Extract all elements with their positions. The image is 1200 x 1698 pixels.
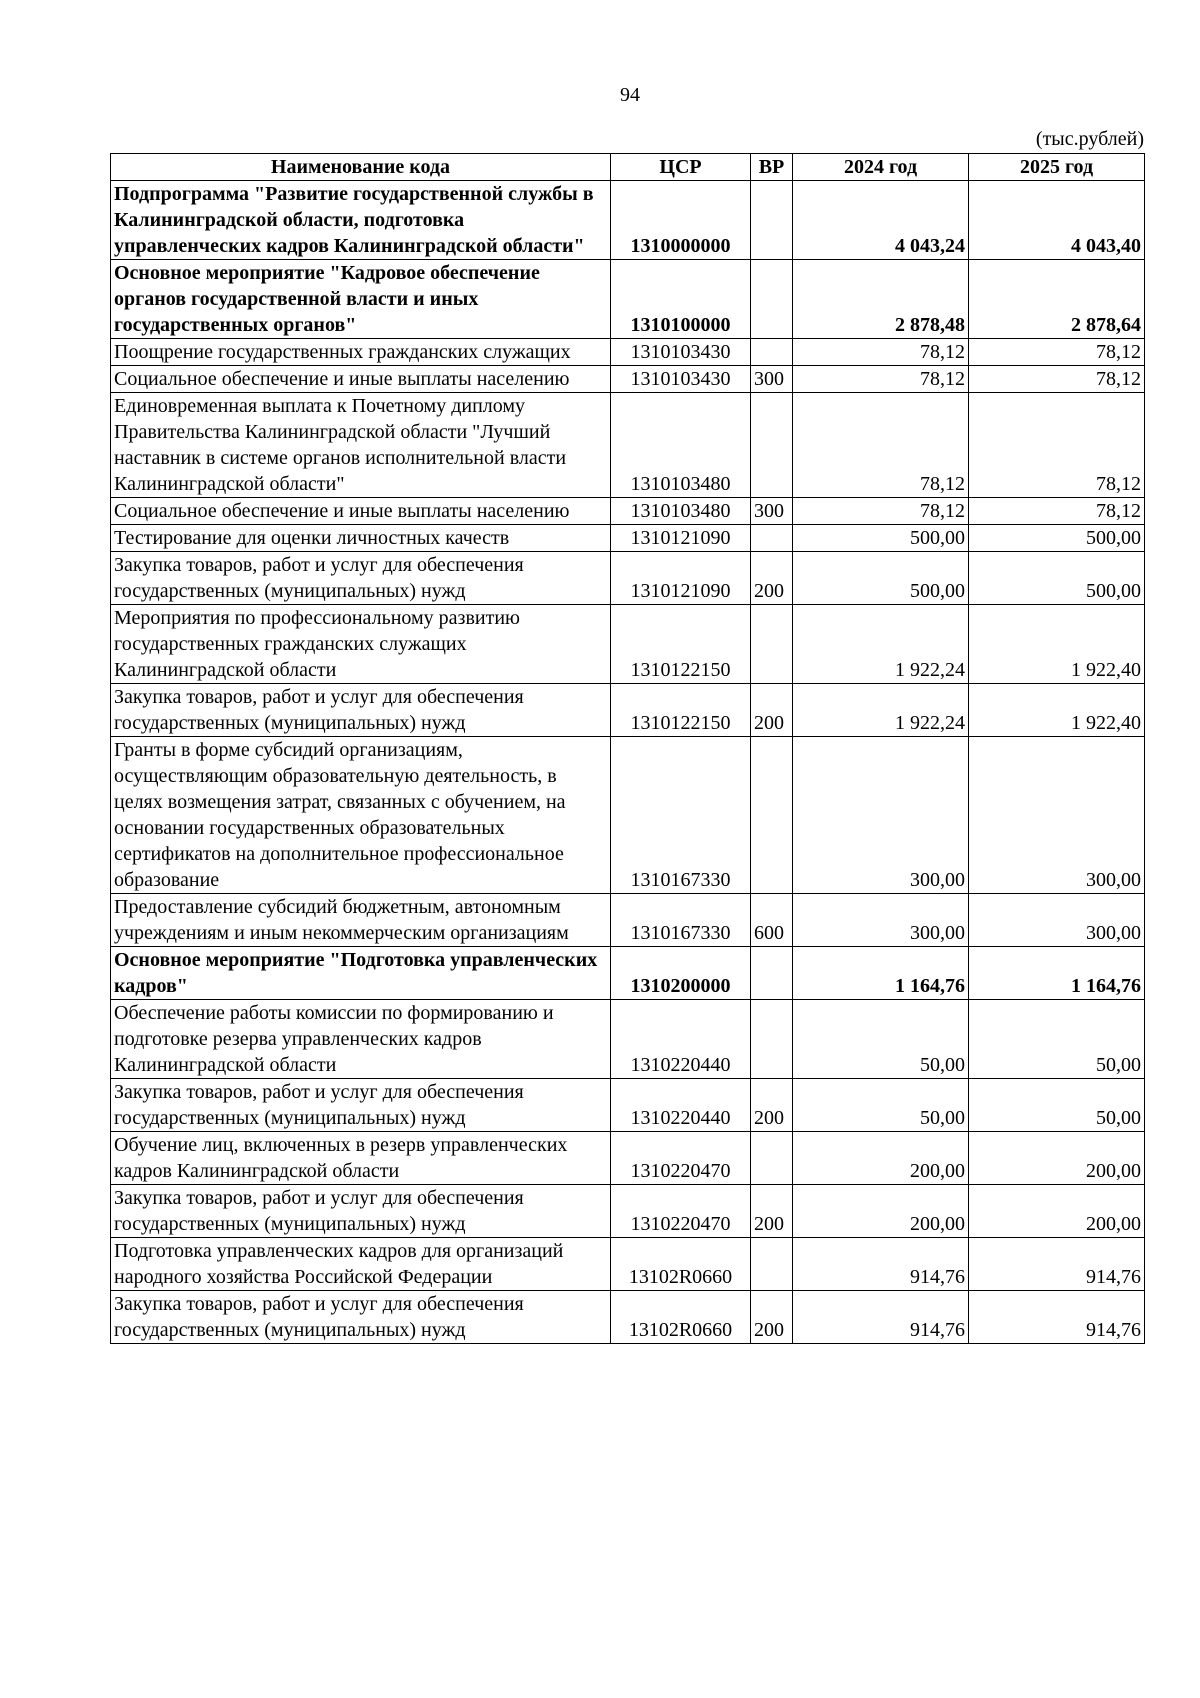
cell-2025: 200,00 xyxy=(969,1185,1145,1238)
cell-vr xyxy=(751,1238,793,1291)
budget-table xyxy=(110,153,1145,1344)
cell-csr: 1310122150 xyxy=(611,684,751,737)
cell-vr: 200 xyxy=(751,1079,793,1132)
cell-2024: 78,12 xyxy=(793,393,969,498)
cell-name: Обучение лиц, включенных в резерв управленческих кадров Калининградской области xyxy=(111,1132,611,1185)
cell-2024: 1 164,76 xyxy=(793,947,969,1000)
cell-2024: 78,12 xyxy=(793,366,969,393)
cell-name: Подпрограмма "Развитие государственной службы в Калининградской области, подготовка управленческих кадров Калининградской области" xyxy=(111,181,611,260)
table-row xyxy=(111,525,1145,552)
cell-name: Единовременная выплата к Почетному диплому Правительства Калининградской области "Лучший наставник в системе органов исполнительной власти Калининградской области" xyxy=(111,393,611,498)
cell-name: Тестирование для оценки личностных качеств xyxy=(111,525,611,552)
table-row xyxy=(111,894,1145,947)
cell-2024: 1 922,24 xyxy=(793,684,969,737)
cell-2024: 500,00 xyxy=(793,525,969,552)
cell-vr: 200 xyxy=(751,1291,793,1344)
cell-name: Социальное обеспечение и иные выплаты населению xyxy=(111,498,611,525)
cell-2025: 78,12 xyxy=(969,498,1145,525)
cell-name: Закупка товаров, работ и услуг для обеспечения государственных (муниципальных) нужд xyxy=(111,1291,611,1344)
cell-csr: 1310103480 xyxy=(611,498,751,525)
cell-2025: 914,76 xyxy=(969,1238,1145,1291)
cell-2025: 300,00 xyxy=(969,894,1145,947)
table-row xyxy=(111,1291,1145,1344)
cell-2024: 300,00 xyxy=(793,894,969,947)
table-row xyxy=(111,605,1145,684)
cell-vr xyxy=(751,260,793,339)
cell-name: Гранты в форме субсидий организациям, осуществляющим образовательную деятельность, в целях возмещения затрат, связанных с обучением, на основании государственных образовательных сертификатов на дополнительное профессиональное образование xyxy=(111,737,611,894)
cell-vr: 300 xyxy=(751,498,793,525)
cell-name: Основное мероприятие "Подготовка управленческих кадров" xyxy=(111,947,611,1000)
cell-2025: 78,12 xyxy=(969,393,1145,498)
table-row xyxy=(111,366,1145,393)
table-row xyxy=(111,393,1145,498)
cell-2025: 200,00 xyxy=(969,1132,1145,1185)
table-row xyxy=(111,1079,1145,1132)
page-number: 94 xyxy=(620,84,640,106)
cell-csr: 1310100000 xyxy=(611,260,751,339)
header-csr: ЦСР xyxy=(611,154,751,181)
cell-2025: 500,00 xyxy=(969,525,1145,552)
cell-csr: 1310103430 xyxy=(611,366,751,393)
cell-2025: 78,12 xyxy=(969,339,1145,366)
cell-csr: 1310220440 xyxy=(611,1079,751,1132)
table-row xyxy=(111,1132,1145,1185)
cell-2024: 200,00 xyxy=(793,1132,969,1185)
cell-2025: 2 878,64 xyxy=(969,260,1145,339)
cell-csr: 1310103430 xyxy=(611,339,751,366)
cell-name: Социальное обеспечение и иные выплаты населению xyxy=(111,366,611,393)
cell-csr: 13102R0660 xyxy=(611,1291,751,1344)
cell-vr: 200 xyxy=(751,1185,793,1238)
cell-2024: 78,12 xyxy=(793,339,969,366)
table-row xyxy=(111,1238,1145,1291)
cell-2024: 200,00 xyxy=(793,1185,969,1238)
table-row xyxy=(111,1185,1145,1238)
cell-name: Подготовка управленческих кадров для организаций народного хозяйства Российской Федерации xyxy=(111,1238,611,1291)
cell-2025: 914,76 xyxy=(969,1291,1145,1344)
cell-2025: 1 922,40 xyxy=(969,605,1145,684)
table-row xyxy=(111,947,1145,1000)
cell-2025: 1 164,76 xyxy=(969,947,1145,1000)
cell-csr: 1310200000 xyxy=(611,947,751,1000)
cell-2025: 300,00 xyxy=(969,737,1145,894)
table-row xyxy=(111,684,1145,737)
cell-csr: 13102R0660 xyxy=(611,1238,751,1291)
cell-vr xyxy=(751,1000,793,1079)
cell-csr: 1310167330 xyxy=(611,737,751,894)
cell-vr xyxy=(751,339,793,366)
cell-csr: 1310121090 xyxy=(611,525,751,552)
units-label: (тыс.рублей) xyxy=(1035,128,1144,150)
cell-vr: 300 xyxy=(751,366,793,393)
cell-2024: 50,00 xyxy=(793,1079,969,1132)
table-row xyxy=(111,260,1145,339)
cell-name: Закупка товаров, работ и услуг для обеспечения государственных (муниципальных) нужд xyxy=(111,1079,611,1132)
cell-name: Поощрение государственных гражданских служащих xyxy=(111,339,611,366)
cell-2024: 1 922,24 xyxy=(793,605,969,684)
header-2025: 2025 год xyxy=(969,154,1145,181)
cell-vr xyxy=(751,947,793,1000)
cell-name: Предоставление субсидий бюджетным, автономным учреждениям и иным некоммерческим организациям xyxy=(111,894,611,947)
cell-2025: 50,00 xyxy=(969,1000,1145,1079)
cell-name: Закупка товаров, работ и услуг для обеспечения государственных (муниципальных) нужд xyxy=(111,552,611,605)
cell-2024: 50,00 xyxy=(793,1000,969,1079)
cell-name: Основное мероприятие "Кадровое обеспечение органов государственной власти и иных государственных органов" xyxy=(111,260,611,339)
cell-2024: 500,00 xyxy=(793,552,969,605)
cell-vr xyxy=(751,393,793,498)
table-row xyxy=(111,498,1145,525)
cell-vr: 600 xyxy=(751,894,793,947)
table-row xyxy=(111,339,1145,366)
table-body xyxy=(111,181,1145,1344)
cell-csr: 1310103480 xyxy=(611,393,751,498)
cell-2024: 2 878,48 xyxy=(793,260,969,339)
cell-csr: 1310122150 xyxy=(611,605,751,684)
table-row xyxy=(111,552,1145,605)
cell-vr xyxy=(751,1132,793,1185)
cell-name: Закупка товаров, работ и услуг для обеспечения государственных (муниципальных) нужд xyxy=(111,1185,611,1238)
cell-csr: 1310121090 xyxy=(611,552,751,605)
cell-2025: 500,00 xyxy=(969,552,1145,605)
cell-csr: 1310000000 xyxy=(611,181,751,260)
cell-2024: 914,76 xyxy=(793,1291,969,1344)
cell-2025: 4 043,40 xyxy=(969,181,1145,260)
cell-2025: 50,00 xyxy=(969,1079,1145,1132)
cell-2024: 78,12 xyxy=(793,498,969,525)
header-vr: ВР xyxy=(751,154,793,181)
table-row xyxy=(111,737,1145,894)
table-row xyxy=(111,1000,1145,1079)
cell-name: Закупка товаров, работ и услуг для обеспечения государственных (муниципальных) нужд xyxy=(111,684,611,737)
cell-2024: 300,00 xyxy=(793,737,969,894)
cell-2024: 4 043,24 xyxy=(793,181,969,260)
cell-name: Мероприятия по профессиональному развитию государственных гражданских служащих Калининградской области xyxy=(111,605,611,684)
table-row xyxy=(111,181,1145,260)
cell-vr: 200 xyxy=(751,684,793,737)
cell-csr: 1310220440 xyxy=(611,1000,751,1079)
cell-2025: 78,12 xyxy=(969,366,1145,393)
cell-csr: 1310167330 xyxy=(611,894,751,947)
cell-vr xyxy=(751,605,793,684)
cell-vr: 200 xyxy=(751,552,793,605)
header-2024: 2024 год xyxy=(793,154,969,181)
cell-vr xyxy=(751,181,793,260)
cell-csr: 1310220470 xyxy=(611,1132,751,1185)
table-header-row xyxy=(111,154,1145,181)
cell-vr xyxy=(751,525,793,552)
cell-vr xyxy=(751,737,793,894)
cell-csr: 1310220470 xyxy=(611,1185,751,1238)
header-name: Наименование кода xyxy=(111,154,611,181)
cell-name: Обеспечение работы комиссии по формированию и подготовке резерва управленческих кадров Калининградской области xyxy=(111,1000,611,1079)
cell-2025: 1 922,40 xyxy=(969,684,1145,737)
cell-2024: 914,76 xyxy=(793,1238,969,1291)
